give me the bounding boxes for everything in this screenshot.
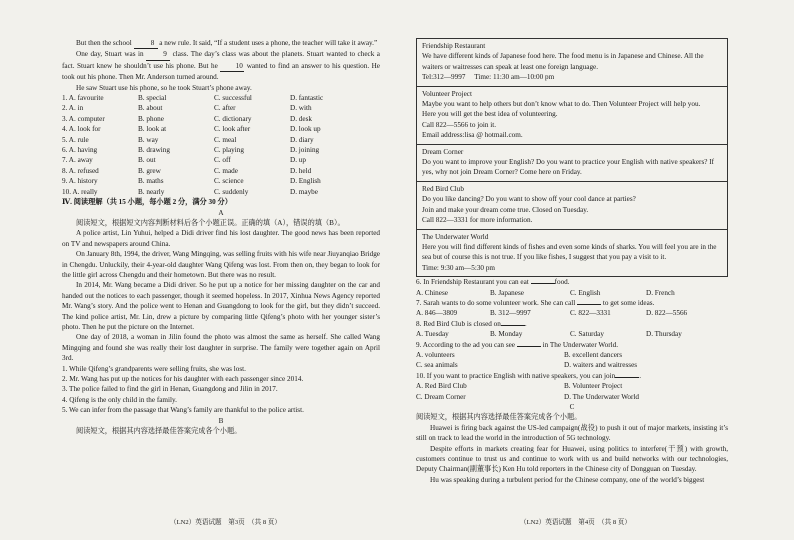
option[interactable]: A. Chinese — [416, 288, 448, 297]
cloze-paragraph-3: He saw Stuart use his phone, so he took Stuart’s phone away. — [76, 83, 252, 92]
ad-line: Call 822—3331 for more information. — [422, 216, 533, 225]
ad-title: The Underwater World — [422, 232, 489, 241]
passage-label-b: B — [218, 416, 224, 425]
cloze-paragraph-1 — [62, 38, 380, 49]
ad-line: Email address:lisa @ hotmail.com. — [422, 131, 523, 140]
ad-line: Do you want to improve your English? Do you want to practice your English with native speakers? If yes, why not join Dream Corner? Come here on Friday. — [422, 158, 715, 177]
option[interactable]: B. excellent dancers — [564, 350, 623, 359]
option[interactable]: 8. A. refused — [62, 166, 99, 175]
option[interactable]: A. Red Bird Club — [416, 382, 467, 391]
question-b-10 — [416, 371, 728, 381]
option[interactable]: C. English — [570, 288, 601, 297]
option[interactable]: D. held — [290, 166, 312, 175]
option[interactable]: 9. A. history — [62, 177, 98, 186]
option[interactable]: D. French — [646, 288, 675, 297]
option[interactable]: A. volunteers — [416, 350, 455, 359]
ad-title: Red Bird Club — [422, 184, 464, 193]
text: to get some ideas. — [602, 298, 655, 307]
question-b-7 — [416, 298, 728, 308]
question-a-5: 5. We can infer from the passage that Wang’s family are thankful to the police artist. — [62, 406, 304, 415]
option[interactable]: C. meal — [214, 135, 237, 144]
text: 7. Sarah wants to do some volunteer work. She can call — [416, 298, 578, 307]
option-row-3 — [62, 114, 380, 124]
option[interactable]: A. 846—3809 — [416, 309, 458, 318]
instruction-b: 阅读短文，根据其内容选择最佳答案完成各个小题。 — [76, 427, 242, 436]
option-row-8 — [62, 166, 380, 176]
ad-line: Time: 9:30 am—5:30 pm — [422, 263, 496, 272]
passage-label-a: A — [218, 208, 224, 217]
text: a new rule. It said, “If a student uses a phone, the teacher will take it away.” — [157, 39, 378, 47]
question-a-2: 2. Mr. Wang has put up the notices for his daughter with each passenger since 2014. — [62, 375, 304, 383]
text: 6. In Friendship Restaurant you can eat — [416, 278, 531, 287]
ad-line: Here you will find different kinds of fishes and even some kinds of sharks. You will feel you are in the sea but of course this is not true. If you like fishes, I suggest that you pay a visit to it. — [422, 242, 717, 262]
passage-a-para-3: In 2014, Mr. Wang became a Didi driver. So he put up a notice for her missing daughter on the car and handed out the notices to each passenger, though it seemed hopeless. In 2017, Xinhua News Agency reported Mr. Wang’s story. And the police went to Henan and Guangdong to look for the girl, but they didn’t succeed. The kind police artist, Mr. Lin, drew a picture by comparing little Qifeng’s photo with her younger sister’s photo. Then he put the picture on the Internet. — [62, 281, 380, 331]
ad-red-bird-club — [417, 182, 727, 230]
instruction-a: 阅读短文，根据短文内容判断材料后各个小题正误。正确的填（A），错误的填（B）。 — [76, 218, 345, 227]
option[interactable]: 5. A. rule — [62, 135, 89, 144]
option[interactable]: 4. A. look for — [62, 125, 101, 134]
question-b-6 — [416, 277, 728, 287]
option[interactable]: 2. A. in — [62, 104, 84, 113]
option[interactable]: C. suddenly — [214, 187, 249, 196]
text: . — [639, 371, 641, 380]
option[interactable]: D. with — [290, 104, 312, 113]
option[interactable]: B. out — [138, 156, 156, 165]
option-row-5 — [62, 135, 380, 145]
option[interactable]: B. Monday — [490, 330, 523, 339]
question-b-8-options — [416, 329, 728, 339]
answer-blank — [501, 325, 525, 326]
question-b-7-options — [416, 308, 728, 318]
option[interactable]: A. Tuesday — [416, 330, 449, 339]
passage-c-para-3: Hu was speaking during a turbulent period for the Chinese company, one of the world’s biggest — [430, 475, 705, 484]
page-footer-right: （LN2）英语试题 第4页 （共 8 页） — [520, 519, 631, 526]
option[interactable]: 7. A. away — [62, 156, 93, 165]
option[interactable]: C. dictionary — [214, 114, 252, 123]
blank-8: 8 — [134, 38, 158, 49]
ad-line: Tel:312—9997 Time: 11:30 am—10:00 pm — [422, 73, 555, 82]
ad-title: Volunteer Project — [422, 89, 472, 98]
option[interactable]: D. up — [290, 156, 306, 165]
option[interactable]: B. look at — [138, 125, 167, 134]
text: 10. If you want to practice English with native speakers, you can join — [416, 371, 616, 380]
question-a-3: 3. The police failed to find the girl in Henan, Guangdong and Jilin in 2017. — [62, 385, 278, 394]
question-b-10-options — [416, 381, 728, 402]
option[interactable]: D. fantastic — [290, 94, 324, 103]
question-b-8 — [416, 319, 728, 329]
question-b-9-options — [416, 350, 728, 371]
answer-blank — [531, 283, 555, 284]
option-row-7 — [62, 155, 380, 165]
right-page — [416, 38, 728, 485]
ad-underwater-world — [417, 230, 727, 277]
cloze-options — [62, 93, 380, 197]
text: wanted to find an answer to his question. He took out his phone. Then Mr. Anderson turned around. — [62, 61, 380, 82]
option[interactable]: 3. A. computer — [62, 114, 105, 123]
option-row-6 — [62, 145, 380, 155]
option[interactable]: C. Saturday — [570, 330, 604, 339]
cloze-paragraph-2 — [62, 49, 380, 82]
option[interactable]: D. look up — [290, 125, 321, 134]
answer-blank — [615, 377, 639, 378]
instruction-c: 阅读短文，根据其内容选择最佳答案完成各个小题。 — [416, 413, 582, 422]
option[interactable]: 6. A. having — [62, 146, 98, 155]
text: food. — [554, 278, 570, 287]
option[interactable]: D. waiters and waitresses — [564, 361, 638, 370]
questions-b — [416, 277, 728, 402]
passage-c-para-2: Despite efforts in markets creating fear for Huawei, using politics to interfere(干预) with growth, customers continue to trust us and continue to work with us and build networks with our technologies, Deputy Chairman(副董事长) Ken Hu told reporters in the Chinese city of Dongguan on Tuesday. — [416, 444, 728, 474]
text: in The Underwater World. — [540, 340, 618, 349]
option[interactable]: D. English — [290, 177, 321, 186]
text: One day, Stuart was in — [76, 50, 147, 59]
ad-volunteer-project — [417, 87, 727, 145]
option[interactable]: 10. A. really — [62, 187, 98, 196]
question-b-6-options — [416, 288, 728, 298]
option[interactable]: 1. A. favourite — [62, 94, 104, 103]
option-row-2 — [62, 103, 380, 113]
option[interactable]: C. sea animals — [416, 361, 458, 370]
option[interactable]: C. made — [214, 166, 238, 175]
ad-title: Dream Corner — [422, 147, 464, 156]
option[interactable]: C. look after — [214, 125, 251, 134]
passage-a-para-4: One day of 2018, a woman in Jilin found the photo was almost the same as herself. She called Wang Mingqing and found she was really their lost daughter in surprise. The family were together again on April 3rd. — [62, 333, 380, 363]
option[interactable]: B. maths — [138, 177, 164, 186]
passage-a-para-1: A police artist, Lin Yuhui, helped a Didi driver find his lost daughter. The good news has been reported on TV and newspapers around China. — [62, 229, 380, 248]
option[interactable]: D. maybe — [290, 187, 318, 196]
ad-title: Friendship Restaurant — [422, 42, 486, 50]
passage-label-c: C — [569, 403, 575, 411]
ad-line: We have different kinds of Japanese food here. The food menu is in Japanese and Chinese. All the waiters or waitresses can speak at least one foreign language. — [422, 52, 704, 71]
ad-line: Call 822—5566 to join it. — [422, 120, 497, 129]
option[interactable]: C. after — [214, 104, 236, 113]
text: But then the school — [76, 39, 134, 47]
option-row-4 — [62, 124, 380, 134]
option[interactable]: D. Thursday — [646, 330, 682, 339]
option[interactable]: B. about — [138, 104, 163, 113]
passage-c-para-1: Huawei is firing back against the US-led campaign(战役) to push it out of major markets, insisting it’s still on track to lead the world in the introduction of 5G technology. — [416, 423, 728, 443]
option[interactable]: D. joining — [290, 146, 320, 155]
ad-line: Maybe you want to help others but don’t know what to do. Then Volunteer Project will help you. — [422, 100, 701, 109]
answer-blank — [577, 304, 601, 305]
option[interactable]: B. Japanese — [490, 288, 524, 297]
ad-line: Join and make your dream come true. Closed on Tuesday. — [422, 205, 589, 214]
ad-friendship-restaurant — [417, 39, 727, 87]
question-b-9 — [416, 340, 728, 350]
option[interactable]: D. 822—5566 — [646, 309, 688, 318]
option[interactable]: C. Dream Corner — [416, 392, 466, 401]
question-a-1: 1. While Qifeng’s grandparents were selling fruits, she was lost. — [62, 364, 246, 373]
option[interactable]: D. desk — [290, 114, 312, 123]
text: 8. Red Bird Club is closed on — [416, 319, 501, 328]
option[interactable]: B. 312—9997 — [490, 309, 531, 318]
ad-line: Do you like dancing? Do you want to show off your cool dance at parties? — [422, 195, 636, 204]
option[interactable]: C. off — [214, 156, 231, 165]
option[interactable]: C. science — [214, 177, 244, 186]
answer-blank — [517, 346, 541, 347]
left-page — [62, 38, 380, 436]
option[interactable]: C. playing — [214, 146, 244, 155]
option[interactable]: B. phone — [138, 114, 164, 123]
option[interactable]: D. The Underwater World — [564, 392, 640, 401]
option[interactable]: B. grew — [138, 166, 161, 175]
text: . — [524, 319, 527, 328]
blank-10: 10 — [220, 61, 244, 72]
option[interactable]: B. nearly — [138, 187, 165, 196]
ad-dream-corner — [417, 145, 727, 182]
ads-box — [416, 38, 728, 277]
text: 9. According to the ad you can see — [416, 340, 517, 349]
option[interactable]: B. way — [138, 135, 159, 144]
option[interactable]: B. Volunteer Project — [564, 382, 623, 391]
ad-line: Here you will get the best idea of volunteering. — [422, 110, 558, 119]
section-heading-reading: Ⅳ. 阅读理解（共 15 小题，每小题 2 分，满分 30 分） — [62, 198, 232, 207]
text: class. The day’s class was about the planets. Stuart wanted to check a fact. Stuart knew he shouldn’t use his phone. But he — [62, 50, 380, 70]
option[interactable]: B. special — [138, 94, 167, 103]
passage-a-para-2: On January 8th, 1994, the driver, Wang Mingqing, was selling fruits with his wife near Jiuyanqiao Bridge in Chengdu. Unluckily, their 4-year-old daughter Wang Qifeng was lost. From then on, they began to look for the little girl across Chengdu and their hometown. But there was no result. — [62, 250, 380, 279]
question-a-4: 4. Qifeng is the only child in the family. — [62, 395, 177, 404]
option[interactable]: C. successful — [214, 94, 252, 103]
option[interactable]: C. 822—3331 — [570, 309, 611, 318]
page-footer-left: （LN2）英语试题 第3页 （共 8 页） — [170, 519, 281, 526]
option-row-9 — [62, 176, 380, 186]
option[interactable]: B. drawing — [138, 146, 170, 155]
option-row-1 — [62, 93, 380, 103]
option[interactable]: D. diary — [290, 135, 314, 144]
blank-9: 9 — [146, 49, 170, 60]
option-row-10 — [62, 187, 380, 197]
